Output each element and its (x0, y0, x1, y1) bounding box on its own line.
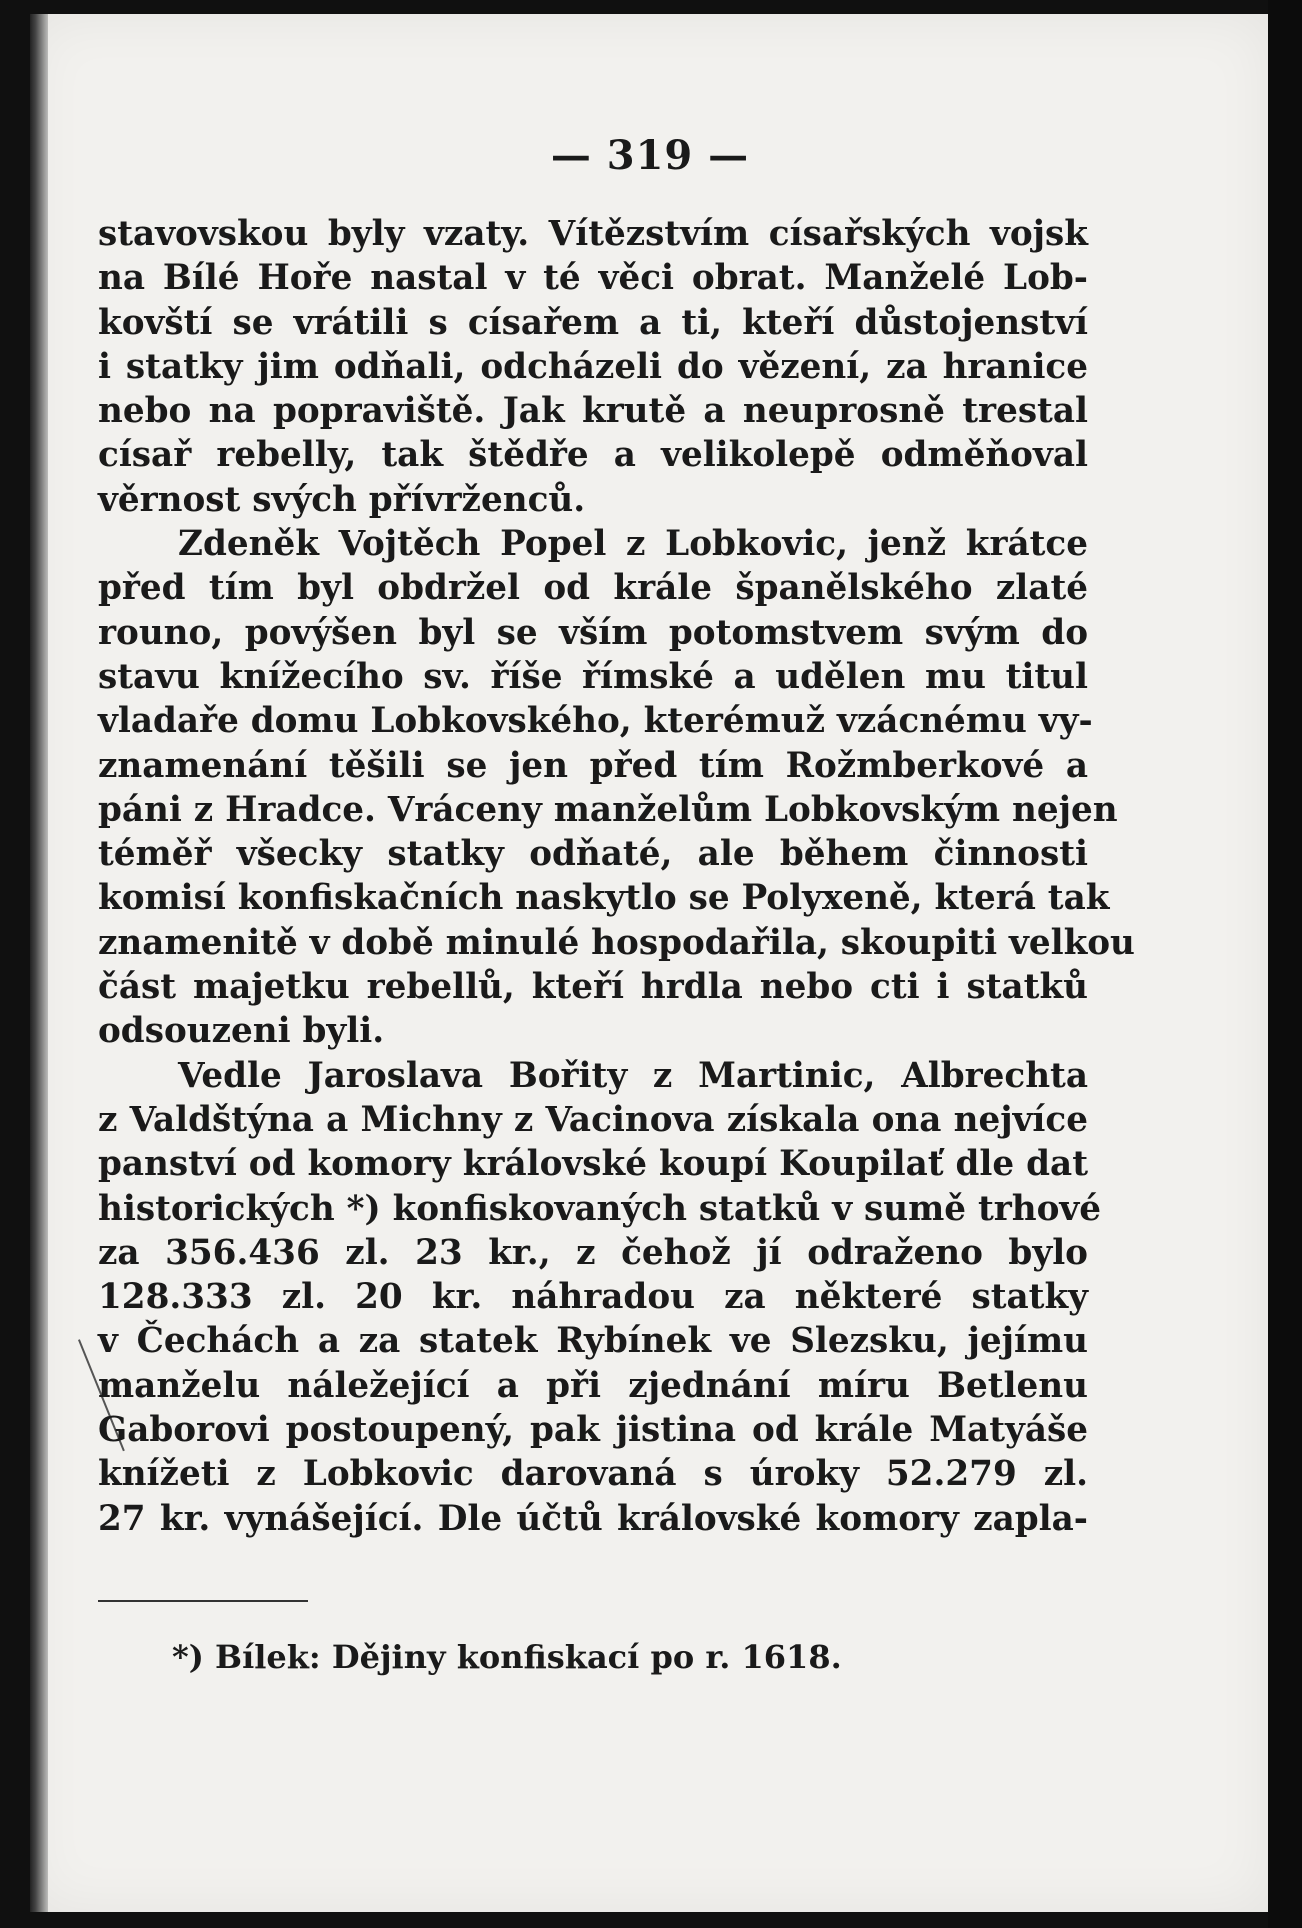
text-line: znamenitě v době minulé hospodařila, skoupiti velkou (98, 922, 1135, 963)
text-line: císař rebelly, tak štědře a velikolepě odměňoval (98, 435, 1088, 476)
text-line: páni z Hradce. Vráceny manželům Lobkovským nejen (98, 789, 1118, 830)
text-line: nebo na popraviště. Jak krutě a neuprosně trestal (98, 391, 1088, 432)
text-line: za 356.436 zl. 23 kr., z čehož jí odraženo bylo (98, 1232, 1088, 1273)
text-line: 128.333 zl. 20 kr. náhradou za některé statky (98, 1277, 1088, 1318)
text-line: odsouzeni byli. (98, 1011, 385, 1052)
scan-border (1268, 0, 1302, 1928)
text-line: na Bílé Hoře nastal v té věci obrat. Manželé Lob- (98, 258, 1088, 299)
text-line: stavovskou byly vzaty. Vítězstvím císařských vojsk (98, 214, 1088, 254)
footnote-divider (98, 1600, 308, 1602)
text-line: knížeti z Lobkovic darovaná s úroky 52.279 zl. (98, 1454, 1088, 1495)
text-line: Vedle Jaroslava Bořity z Martinic, Albrechta (178, 1055, 1088, 1096)
text-line: komisí konfiskačních naskytlo se Polyxeně, která tak (98, 878, 1110, 919)
text-line: i statky jim odňali, odcházeli do vězení, za hranice (98, 346, 1088, 387)
body-text (98, 212, 1135, 1541)
text-line: v Čechách a za statek Rybínek ve Slezsku, jejímu (98, 1321, 1088, 1362)
book-spine-shadow (30, 14, 48, 1912)
text-line: kovští se vrátili s císařem a ti, kteří důstojenství (98, 302, 1088, 343)
text-line: panství od komory královské koupí Koupilať dle dat (98, 1144, 1088, 1185)
text-line: z Valdštýna a Michny z Vacinova získala ona nejvíce (98, 1099, 1088, 1140)
text-line: Zdeněk Vojtěch Popel z Lobkovic, jenž krátce (178, 524, 1088, 565)
text-line: znamenání těšili se jen před tím Rožmberkové a (98, 745, 1088, 786)
text-line: před tím byl obdržel od krále španělského zlaté (98, 568, 1088, 609)
text-line: rouno, povýšen byl se vším potomstvem svým do (98, 612, 1088, 653)
text-line: manželu náležející a při zjednání míru Betlenu (98, 1365, 1088, 1406)
text-line: stavu knížecího sv. říše římské a udělen mu titul (98, 656, 1088, 697)
text-line: téměř všecky statky odňaté, ale během činnosti (98, 834, 1088, 875)
text-line: věrnost svých přívrženců. (98, 479, 586, 520)
text-line: 27 kr. vynášející. Dle účtů královské komory zapla- (98, 1498, 1088, 1539)
text-line: vladaře domu Lobkovského, kterémuž vzácnému vy- (98, 701, 1093, 742)
text-line: část majetku rebellů, kteří hrdla nebo cti i statků (98, 967, 1088, 1008)
text-line: historických *) konfiskovaných statků v sumě trhové (98, 1188, 1102, 1229)
page-number: — 319 — (550, 132, 750, 179)
text-line: Gaborovi postoupený, pak jistina od krále Matyáše (98, 1410, 1088, 1451)
footnote: *) Bílek: Dějiny konfiskací po r. 1618. (172, 1638, 842, 1676)
